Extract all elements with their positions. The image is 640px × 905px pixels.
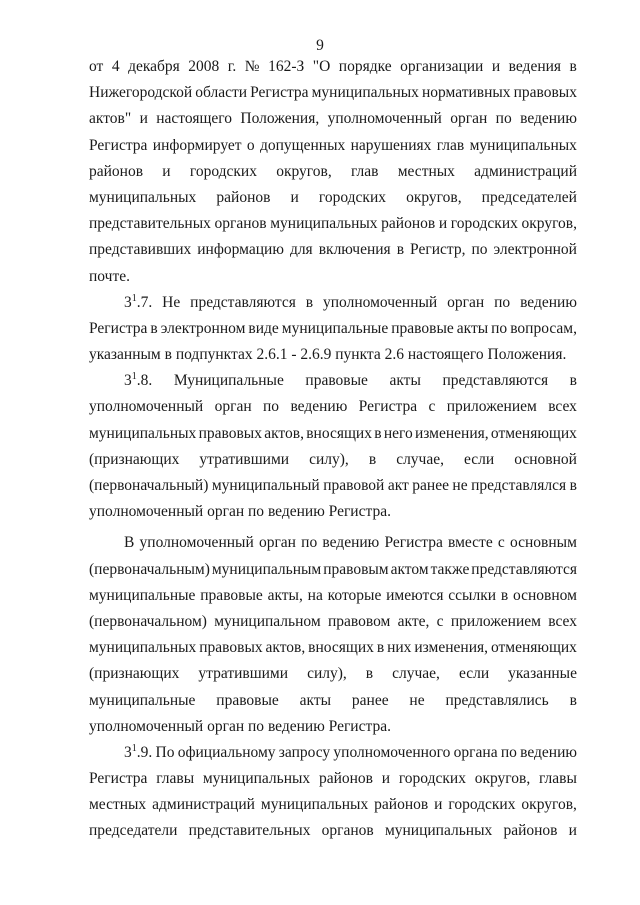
- text-line: указанным в подпунктах 2.6.1 - 2.6.9 пункта 2.6 настоящего Положения.: [89, 346, 567, 364]
- text-line: муниципальных правовых актов, вносящих в них изменения, отменяющих: [89, 639, 577, 657]
- text-line: (признающих утратившими силу), в случае, если указанные: [89, 665, 577, 683]
- text-line: муниципальные правовые акты ранее не представлялись в: [89, 691, 577, 709]
- text-line: представительных органов муниципальных районов и городских округов,: [89, 215, 577, 233]
- text-line: (первоначальным) муниципальным правовым актом также представляются: [89, 560, 577, 578]
- text-line: уполномоченный орган по ведению Регистра.: [89, 503, 391, 521]
- text-line: $3^1.8$. Муниципальные правовые акты представляются в: [124, 371, 577, 390]
- text-line: (первоначальный) муниципальный правовой акт ранее не представлялся в: [89, 477, 577, 494]
- text-line: Регистра главы муниципальных районов и городских округов, главы: [89, 770, 577, 788]
- text-line: муниципальных районов и городских округов, председателей: [89, 188, 577, 206]
- page-number: 9: [316, 37, 324, 54]
- text-line: почте.: [89, 267, 130, 285]
- text-line: муниципальных правовых актов, вносящих в него изменения, отменяющих: [89, 424, 577, 442]
- text-line: председатели представительных органов муниципальных районов и: [89, 822, 577, 840]
- text-line: от 4 декабря 2008 г. № 162-З "О порядке организации и ведения в: [89, 58, 577, 75]
- text-line: муниципальные правовые акты, на которые имеются ссылки в основном: [89, 586, 577, 604]
- text-line: уполномоченный орган по ведению Регистра с приложением всех: [89, 398, 577, 416]
- text-line: представивших информацию для включения в Регистр, по электронной: [89, 241, 577, 259]
- text-line: (первоначальном) муниципальном правовом акте, с приложением всех: [89, 612, 577, 630]
- text-line: В уполномоченный орган по ведению Регистра вместе с основным: [124, 534, 577, 552]
- text-line: $3^1.9$. По официальному запросу уполномоченного органа по ведению: [124, 742, 577, 761]
- text-line: Нижегородской области Регистра муниципальных нормативных правовых: [89, 84, 577, 102]
- text-line: уполномоченный орган по ведению Регистра.: [89, 717, 391, 735]
- body-text: [89, 54, 577, 845]
- text-line: Регистра в электронном виде муниципальные правовые акты по вопросам,: [89, 319, 577, 337]
- text-line: Регистра информирует о допущенных нарушениях глав муниципальных: [89, 136, 577, 154]
- text-line: районов и городских округов, глав местных администраций: [89, 162, 577, 180]
- text-line: местных администраций муниципальных районов и городских округов,: [89, 796, 577, 814]
- text-line: актов" и настоящего Положения, уполномоченный орган по ведению: [89, 110, 577, 128]
- text-line: (признающих утратившими силу), в случае, если основной: [89, 450, 577, 468]
- text-line: $3^1.7$. Не представляются в уполномоченный орган по ведению: [124, 292, 577, 311]
